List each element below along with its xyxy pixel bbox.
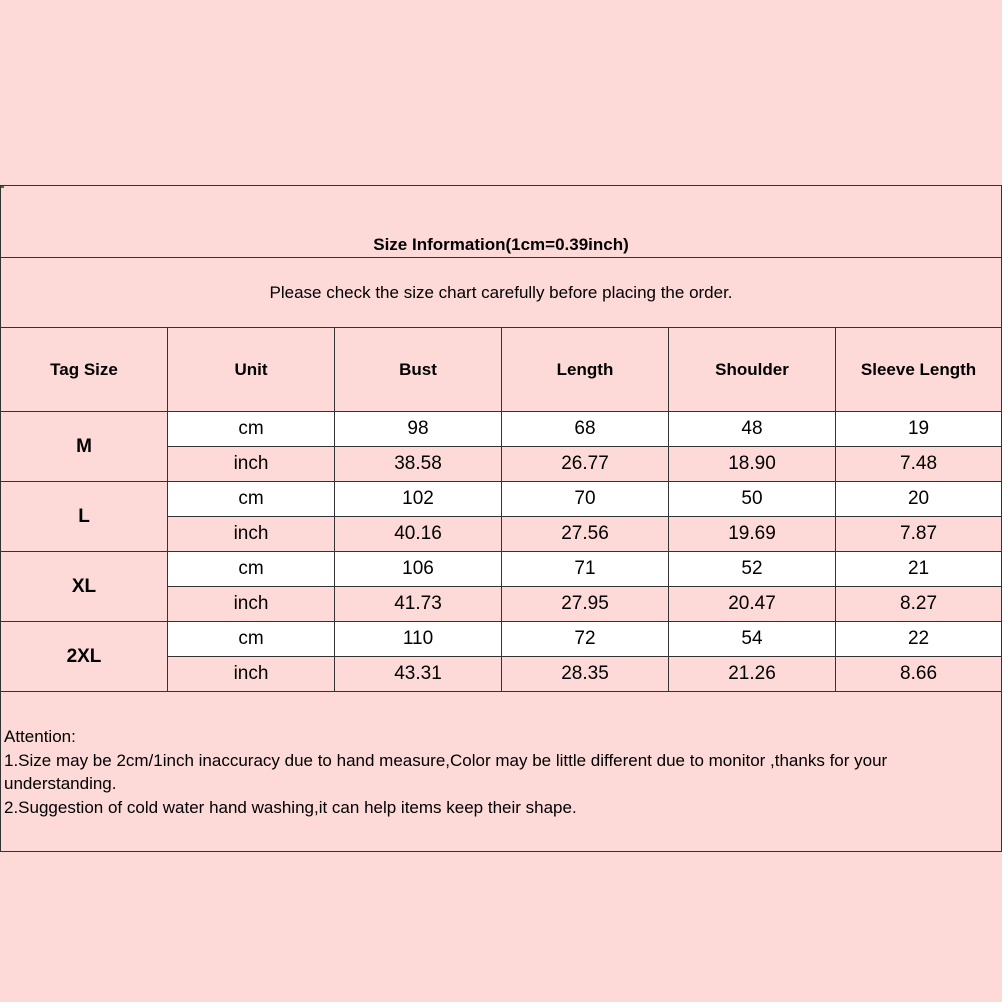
unit-cell: cm — [168, 622, 335, 657]
unit-cell: cm — [168, 482, 335, 517]
sleeve-length-cell: 20 — [836, 482, 1002, 517]
unit-cell: inch — [168, 657, 335, 692]
bust-cell: 106 — [335, 552, 502, 587]
length-cell: 72 — [502, 622, 669, 657]
shoulder-cell: 18.90 — [669, 447, 836, 482]
sleeve-length-cell: 7.48 — [836, 447, 1002, 482]
tag-size-cell: 2XL — [1, 622, 168, 692]
header-unit: Unit — [168, 328, 335, 412]
size-chart-table — [0, 185, 1002, 852]
table-row — [1, 552, 1002, 587]
header-tag-size: Tag Size — [1, 328, 168, 412]
bust-cell: 40.16 — [335, 517, 502, 552]
unit-cell: inch — [168, 587, 335, 622]
attention-notes — [1, 692, 1002, 852]
unit-cell: cm — [168, 412, 335, 447]
unit-cell: cm — [168, 552, 335, 587]
bust-cell: 110 — [335, 622, 502, 657]
length-cell: 27.56 — [502, 517, 669, 552]
header-sleeve-length: Sleeve Length — [836, 328, 1002, 412]
order-note: Please check the size chart carefully before placing the order. — [1, 258, 1002, 328]
header-length: Length — [502, 328, 669, 412]
bust-cell: 102 — [335, 482, 502, 517]
shoulder-cell: 20.47 — [669, 587, 836, 622]
sleeve-length-cell: 8.66 — [836, 657, 1002, 692]
sleeve-length-cell: 7.87 — [836, 517, 1002, 552]
shoulder-cell: 52 — [669, 552, 836, 587]
unit-cell: inch — [168, 447, 335, 482]
sleeve-length-cell: 8.27 — [836, 587, 1002, 622]
chart-title: Size Information(1cm=0.39inch) — [1, 186, 1002, 258]
length-cell: 70 — [502, 482, 669, 517]
tag-size-cell: XL — [1, 552, 168, 622]
attention-line-2: 2.Suggestion of cold water hand washing,it can help items keep their shape. — [4, 797, 577, 817]
length-cell: 26.77 — [502, 447, 669, 482]
shoulder-cell: 48 — [669, 412, 836, 447]
bust-cell: 41.73 — [335, 587, 502, 622]
tag-size-cell: M — [1, 412, 168, 482]
sleeve-length-cell: 22 — [836, 622, 1002, 657]
sleeve-length-cell: 21 — [836, 552, 1002, 587]
length-cell: 28.35 — [502, 657, 669, 692]
attention-line-1: 1.Size may be 2cm/1inch inaccuracy due to hand measure,Color may be little different due to monitor ,thanks for your understanding. — [4, 750, 888, 793]
bust-cell: 43.31 — [335, 657, 502, 692]
shoulder-cell: 21.26 — [669, 657, 836, 692]
tag-size-cell: L — [1, 482, 168, 552]
header-shoulder: Shoulder — [669, 328, 836, 412]
header-row — [1, 328, 1002, 412]
sleeve-length-cell: 19 — [836, 412, 1002, 447]
shoulder-cell: 50 — [669, 482, 836, 517]
header-bust: Bust — [335, 328, 502, 412]
bust-cell: 98 — [335, 412, 502, 447]
length-cell: 71 — [502, 552, 669, 587]
table-row — [1, 412, 1002, 447]
shoulder-cell: 54 — [669, 622, 836, 657]
attention-heading: Attention: — [4, 727, 76, 746]
length-cell: 27.95 — [502, 587, 669, 622]
shoulder-cell: 19.69 — [669, 517, 836, 552]
length-cell: 68 — [502, 412, 669, 447]
bust-cell: 38.58 — [335, 447, 502, 482]
table-row — [1, 622, 1002, 657]
table-row — [1, 482, 1002, 517]
unit-cell: inch — [168, 517, 335, 552]
